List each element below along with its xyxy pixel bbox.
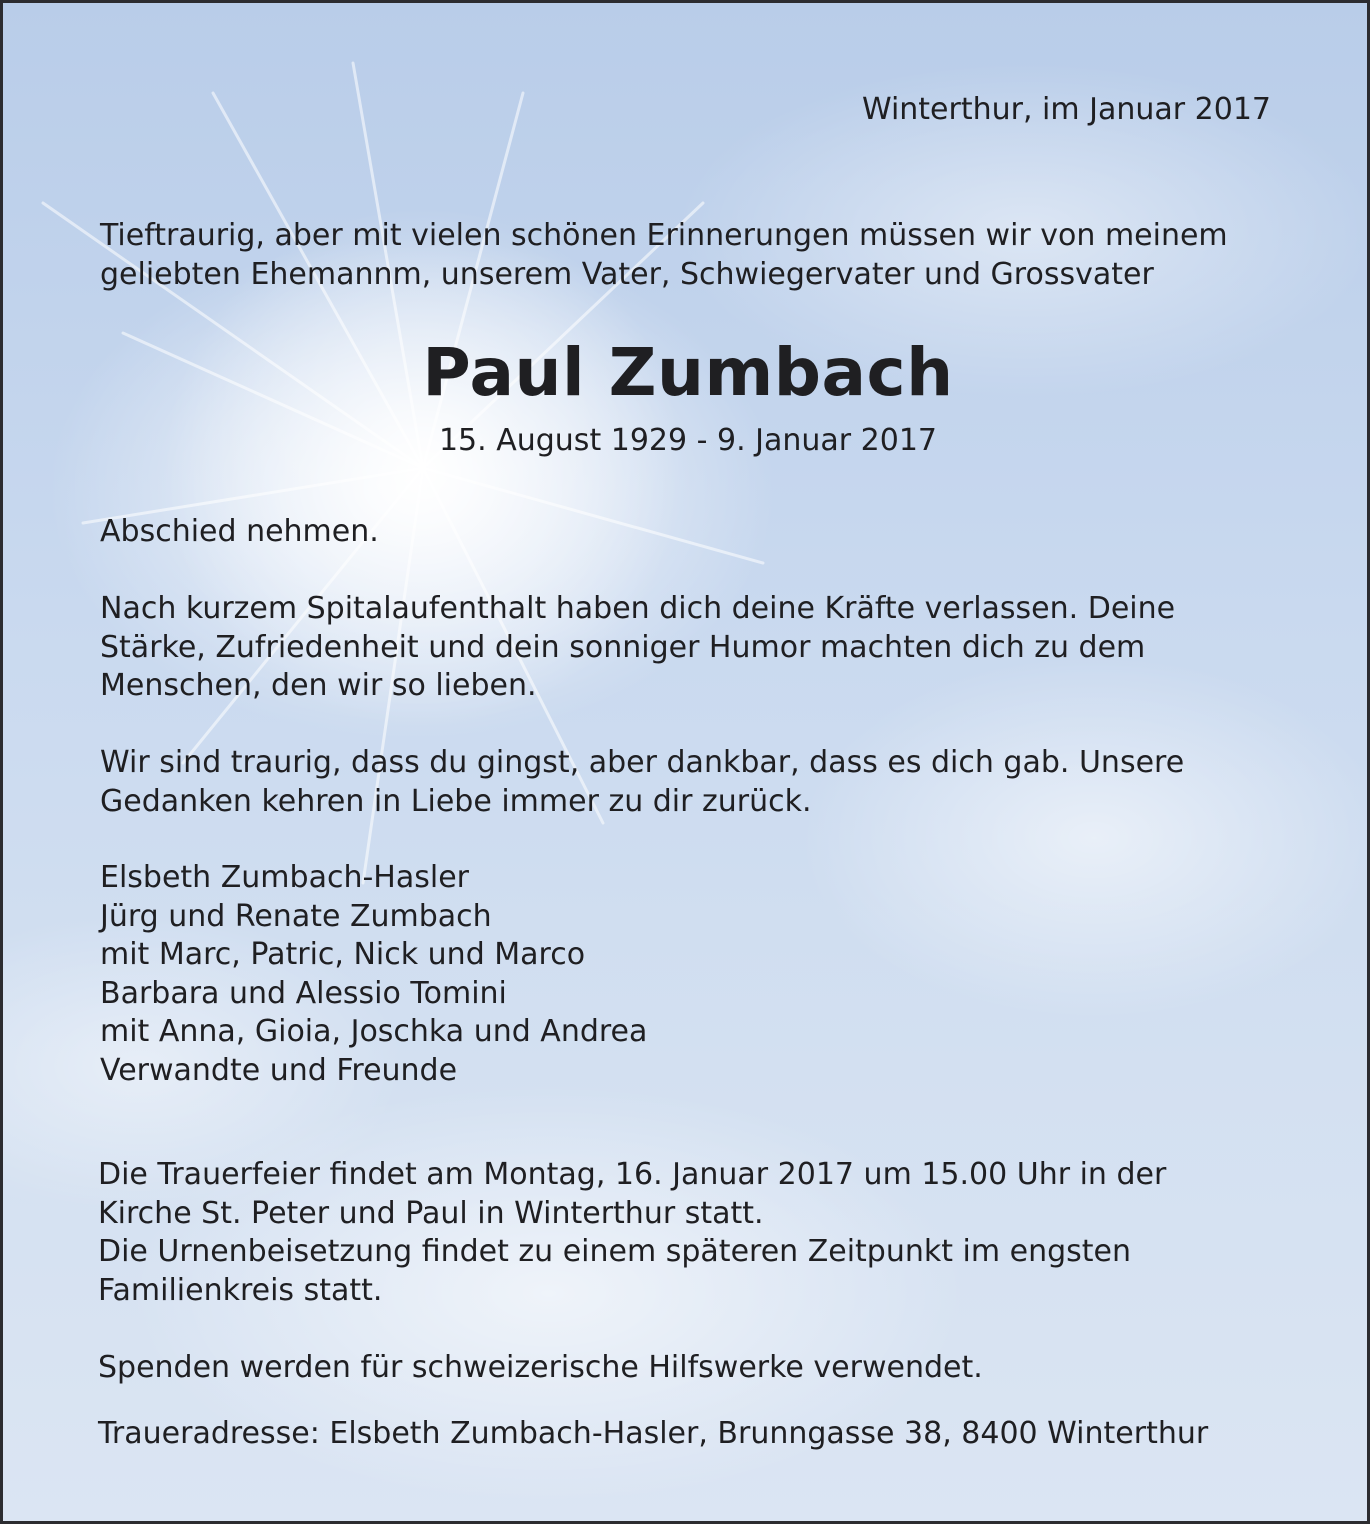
ceremony-line: Familienkreis statt. xyxy=(98,1272,383,1308)
paragraph-line: Stärke, Zufriedenheit und dein sonniger Humor machten dich zu dem xyxy=(100,629,1146,665)
deceased-name: Paul Zumbach xyxy=(422,334,954,411)
memorial-paragraph-1 xyxy=(100,590,1175,706)
paragraph-line: Nach kurzem Spitalaufenthalt haben dich deine Kräfte verlassen. Deine xyxy=(100,591,1176,626)
donations-note: Spenden werden für schweizerische Hilfswerke verwendet. xyxy=(98,1350,983,1385)
life-dates: 15. August 1929 - 9. Januar 2017 xyxy=(438,423,938,458)
ceremony-info xyxy=(98,1156,1166,1310)
family-member: Jürg und Renate Zumbach xyxy=(100,898,492,934)
family-member: mit Marc, Patric, Nick und Marco xyxy=(100,937,586,972)
ceremony-line: Die Urnenbeisetzung findet zu einem späteren Zeitpunkt im engsten xyxy=(98,1234,1132,1269)
mourning-address: Traueradresse: Elsbeth Zumbach-Hasler, Brunngasse 38, 8400 Winterthur xyxy=(98,1416,1209,1451)
farewell-line: Abschied nehmen. xyxy=(100,514,379,549)
ceremony-line: Die Trauerfeier findet am Montag, 16. Januar 2017 um 15.00 Uhr in der xyxy=(98,1157,1167,1192)
intro-line: geliebten Ehemannm, unserem Vater, Schwiegervater und Grossvater xyxy=(100,256,1154,292)
paragraph-line: Gedanken kehren in Liebe immer zu dir zurück. xyxy=(100,783,812,819)
family-list xyxy=(100,859,647,1090)
family-member: Barbara und Alessio Tomini xyxy=(100,975,507,1011)
ceremony-line: Kirche St. Peter und Paul in Winterthur statt. xyxy=(98,1195,764,1231)
paragraph-line: Menschen, den wir so lieben. xyxy=(100,668,537,703)
family-member: Verwandte und Freunde xyxy=(100,1052,458,1088)
memorial-paragraph-2 xyxy=(100,744,1184,821)
place-and-date: Winterthur, im Januar 2017 xyxy=(861,92,1271,127)
family-member: Elsbeth Zumbach-Hasler xyxy=(100,860,469,895)
paragraph-line: Wir sind traurig, dass du gingst, aber dankbar, dass es dich gab. Unsere xyxy=(100,745,1185,780)
intro-line: Tieftraurig, aber mit vielen schönen Erinnerungen müssen wir von meinem xyxy=(100,218,1228,253)
intro-text xyxy=(100,217,1228,294)
family-member: mit Anna, Gioia, Joschka und Andrea xyxy=(100,1014,648,1049)
